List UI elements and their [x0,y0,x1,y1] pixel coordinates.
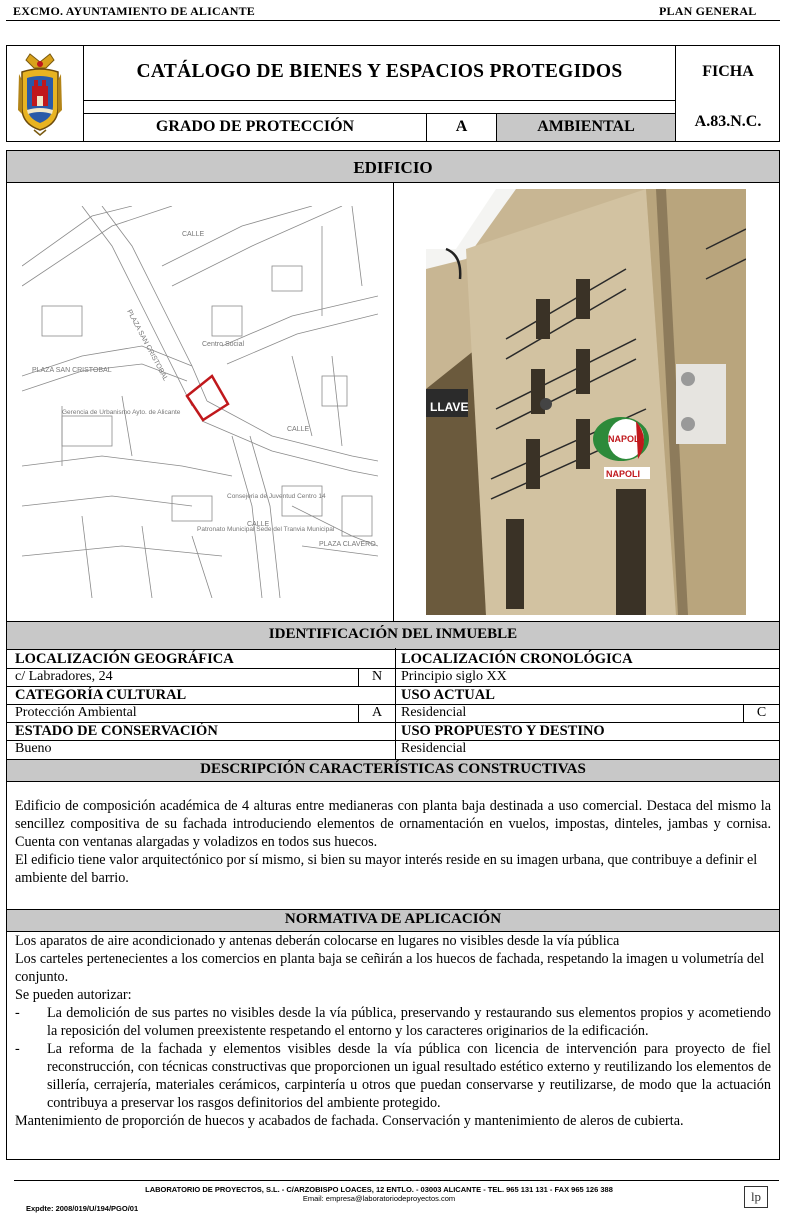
loc-cronologica-label: LOCALIZACIÓN CRONOLÓGICA [401,651,633,667]
grado-proteccion-type: AMBIENTAL [537,118,635,135]
categoria-cultural-value: Protección Ambiental [15,705,137,720]
normativa-bullet-2 [15,1040,771,1112]
normativa-heading: NORMATIVA DE APLICACIÓN [284,911,502,927]
map-label-calle-a: CALLE [182,231,205,238]
categoria-cultural-code: A [371,705,383,720]
map-label-centro-social: Centro Social [202,341,245,348]
uso-propuesto-label: USO PROPUESTO Y DESTINO [401,723,605,739]
footer-rule [14,1180,779,1181]
coat-of-arms-logo [16,52,64,136]
ficha-code: A.83.N.C. [694,113,762,130]
building-location-marker [187,376,228,420]
bullet-text: La reforma de la fachada y elementos visibles desde la vía pública con licencia de intervención para proyecto de fiel reconstrucción, con técnicas constructivas que proporcionen un igual resultado estético externo y reutilizando los elementos de sillería, cerrajería, materiales cerámicos, carpintería u otros que puedan conservarse y reutilizarse, de modo que la actuación contribuya a preservar los rasgos definitorios del ambiente protegido. [47,1041,771,1111]
building-photo [426,189,746,615]
photo-sign-napoli-b: NAPOLI [606,469,641,479]
photo-sign-llave: LLAVE [430,400,469,414]
normativa-text [15,932,771,1130]
categoria-cultural-label: CATEGORÍA CULTURAL [15,687,187,703]
photo-sign-napoli-a: NAPOLI [608,434,643,444]
top-rule [6,20,780,21]
uso-actual-code: C [756,705,767,720]
location-map [22,206,378,598]
bullet-dash: - [15,1041,20,1057]
map-label-consejeria: Consejeria de Juventud Centro 14 [227,493,326,500]
expediente-number: Expdte: 2008/019/U/194/PGO/01 [26,1204,139,1213]
footer-address: LABORATORIO DE PROYECTOS, S.L. - C/ARZOBISPO LOACES, 12 ENTLO. - 03003 ALICANTE - TEL. 965 131 131 - FAX 965 126 388 [145,1185,613,1194]
municipality-name: EXCMO. AYUNTAMIENTO DE ALICANTE [13,4,256,18]
grado-proteccion-value: A [455,118,468,135]
lp-logo: lp [744,1186,768,1208]
uso-actual-label: USO ACTUAL [401,687,495,703]
normativa-line-2: Los carteles pertenecientes a los comercios en planta baja se ceñirán a los huecos de fachada, respetando la imagen u volumetría del conjunto. [15,951,765,985]
normativa-bullet-1 [15,1004,771,1040]
map-label-plaza-san-cristobal-a: PLAZA SAN CRISTOBAL [125,308,169,383]
estado-conservacion-value: Bueno [15,741,52,756]
grado-proteccion-label: GRADO DE PROTECCIÓN [155,118,355,135]
normativa-line-1: Los aparatos de aire acondicionado y antenas deberán colocarse en lugares no visibles desde la vía pública [15,933,620,949]
descripcion-text [15,797,771,887]
loc-geografica-code: N [371,669,383,684]
bullet-dash: - [15,1005,20,1021]
loc-cronologica-value: Principio siglo XX [401,669,507,684]
map-label-calle-b: CALLE [287,426,310,433]
descripcion-paragraph-2: El edificio tiene valor arquitectónico por sí mismo, si bien su mayor interés reside en su imagen urbana, que contribuye a definir el ambiente del barrio. [15,852,758,886]
normativa-line-4: Mantenimiento de proporción de huecos y acabados de fachada. Conservación y mantenimiento de aleros de cubierta. [15,1113,684,1129]
catalog-title: CATÁLOGO DE BIENES Y ESPACIOS PROTEGIDOS [136,61,623,82]
identificacion-heading: IDENTIFICACIÓN DEL INMUEBLE [268,626,518,642]
loc-geografica-label: LOCALIZACIÓN GEOGRÁFICA [15,651,234,667]
descripcion-heading: DESCRIPCIÓN CARACTERÍSTICAS CONSTRUCTIVAS [200,761,586,777]
map-label-gerencia: Gerencia de Urbanismo Ayto. de Alicante [62,409,181,416]
map-label-plaza-clavero: PLAZA CLAVERO [319,541,376,548]
bullet-text: La demolición de sus partes no visibles desde la vía pública, preservando y restaurando sus elementos propios y acometiendo la reposición del volumen preexistente respetando el entorno y los caracteres originarios de la edificación. [47,1005,771,1039]
estado-conservacion-label: ESTADO DE CONSERVACIÓN [15,723,218,739]
normativa-line-3: Se pueden autorizar: [15,987,132,1003]
map-label-patronato: Patronato Municipal Sede del Tranvia Municipal [197,526,335,533]
ficha-label: FICHA [702,63,754,80]
plan-general-label: PLAN GENERAL [659,4,757,18]
footer-email: Email: empresa@laboratoriodeproyectos.com [302,1194,456,1203]
edificio-heading: EDIFICIO [353,158,433,177]
map-label-calle-c: CALLE [247,521,270,528]
uso-actual-value: Residencial [401,705,467,720]
uso-propuesto-value: Residencial [401,741,467,756]
loc-geografica-value: c/ Labradores, 24 [15,669,113,684]
map-label-plaza-san-cristobal-b: PLAZA SAN CRISTOBAL [32,367,112,374]
descripcion-paragraph-1: Edificio de composición académica de 4 alturas entre medianeras con planta baja destinada a uso comercial. Destaca del mismo la sencillez compositiva de su fachada introduciendo elementos de ornamentación en vuelos, impostas, dinteles, jambas y cornisa. Cuenta con ventanas alargadas y voladizos en todos sus huecos. [15,798,771,850]
